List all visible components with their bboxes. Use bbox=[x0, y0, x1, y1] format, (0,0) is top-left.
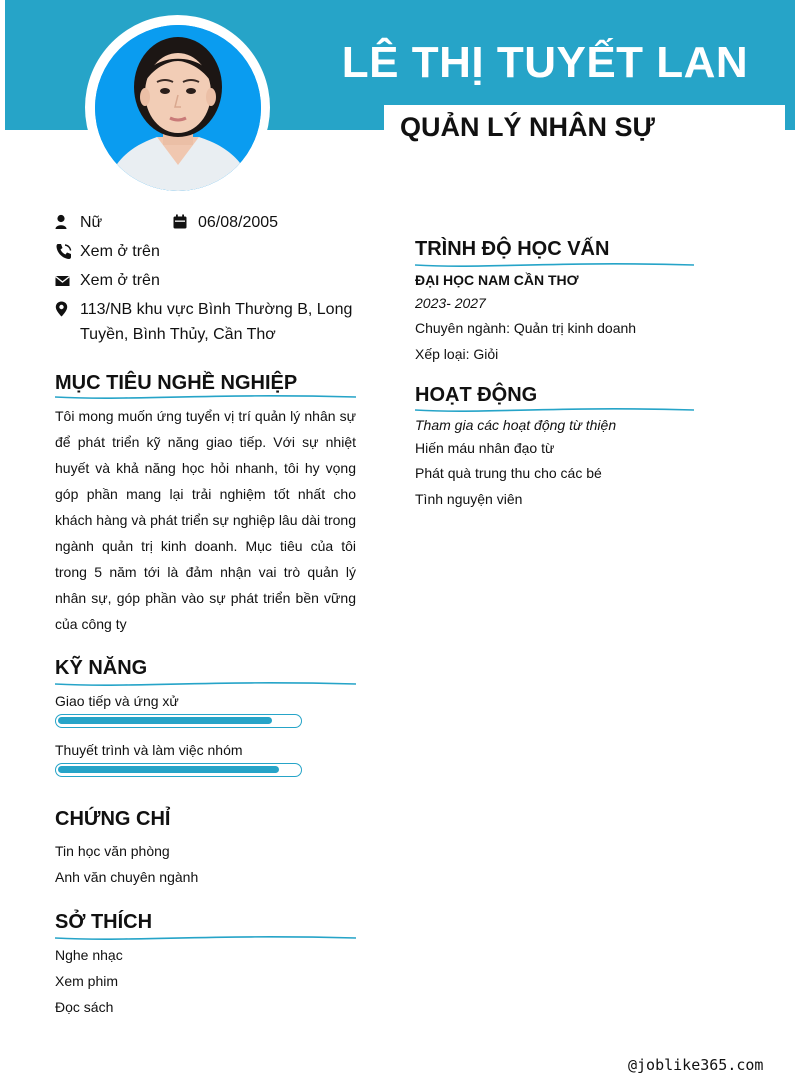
address-row bbox=[55, 300, 355, 347]
email-row bbox=[55, 271, 160, 293]
hobby-item: Nghe nhạc bbox=[55, 947, 123, 963]
portrait-illustration bbox=[95, 25, 261, 191]
objective-title: MỤC TIÊU NGHỀ NGHIỆP bbox=[55, 372, 298, 394]
phone-row bbox=[55, 242, 160, 264]
hobbies-title: SỞ THÍCH bbox=[55, 911, 153, 933]
activity-item: Hiến máu nhân đạo từ bbox=[415, 440, 555, 456]
skill-label: Giao tiếp và ứng xử bbox=[55, 693, 179, 709]
email-value: Xem ở trên bbox=[80, 272, 160, 289]
address-value: 113/NB khu vực Bình Thường B, Long Tuyền, Bình Thủy, Cần Thơ bbox=[80, 301, 353, 343]
section-underline bbox=[55, 392, 357, 402]
section-underline bbox=[415, 260, 695, 270]
activity-item: Tình nguyện viên bbox=[415, 491, 523, 507]
objective-text: Tôi mong muốn ứng tuyển vị trí quản lý nhân sự để phát triển kỹ năng giao tiếp. Với sự nhiệt huyết và khả năng học hỏi nhanh, tôi hy vọng góp phần mang lại trải nghiệm tốt nhất cho khách hàng và phát triển sự nghiệp lâu dài trong ngành quản trị kinh doanh. Mục tiêu của tôi trong 5 năm tới là đảm nhận vai trò quản lý nhân sự, góp phần vào sự phát triển bền vững của công ty bbox=[55, 408, 356, 632]
certificate-item: Tin học văn phòng bbox=[55, 843, 170, 859]
section-underline bbox=[415, 405, 695, 415]
skill-bar-fill bbox=[58, 766, 279, 773]
certificate-item: Anh văn chuyên ngành bbox=[55, 869, 199, 885]
birthdate-row bbox=[173, 213, 278, 235]
candidate-name: LÊ THỊ TUYẾT LAN bbox=[341, 38, 749, 87]
mail-icon bbox=[55, 272, 73, 290]
activity-item: Phát quà trung thu cho các bé bbox=[415, 465, 602, 481]
gender-row bbox=[55, 213, 102, 235]
birthdate-value: 06/08/2005 bbox=[198, 214, 279, 231]
certificates-title: CHỨNG CHỈ bbox=[55, 808, 171, 830]
calendar-icon bbox=[173, 214, 191, 232]
education-title: TRÌNH ĐỘ HỌC VẤN bbox=[415, 238, 610, 260]
phone-icon bbox=[55, 243, 73, 261]
phone-value: Xem ở trên bbox=[80, 243, 160, 260]
section-underline bbox=[55, 679, 357, 689]
location-pin-icon bbox=[55, 301, 73, 319]
gender-value: Nữ bbox=[80, 214, 103, 231]
job-title: QUẢN LÝ NHÂN SỰ bbox=[400, 112, 655, 142]
skill-label: Thuyết trình và làm việc nhóm bbox=[55, 742, 243, 758]
section-underline bbox=[55, 933, 357, 943]
activities-title: HOẠT ĐỘNG bbox=[415, 384, 538, 406]
skill-bar bbox=[55, 714, 302, 728]
user-icon bbox=[55, 214, 73, 232]
skills-title: KỸ NĂNG bbox=[55, 657, 148, 679]
activities-subtitle: Tham gia các hoạt động từ thiện bbox=[415, 417, 617, 433]
school-name: ĐẠI HỌC NAM CẦN THƠ bbox=[415, 272, 579, 288]
education-years: 2023- 2027 bbox=[415, 295, 486, 311]
education-major: Chuyên ngành: Quản trị kinh doanh bbox=[415, 320, 637, 336]
hobby-item: Đọc sách bbox=[55, 999, 114, 1015]
hobby-item: Xem phim bbox=[55, 973, 119, 989]
skill-bar bbox=[55, 763, 302, 777]
watermark: @joblike365.com bbox=[628, 1056, 764, 1074]
skill-bar-fill bbox=[58, 717, 272, 724]
education-grade: Xếp loại: Giỏi bbox=[415, 346, 499, 362]
avatar bbox=[95, 25, 261, 191]
